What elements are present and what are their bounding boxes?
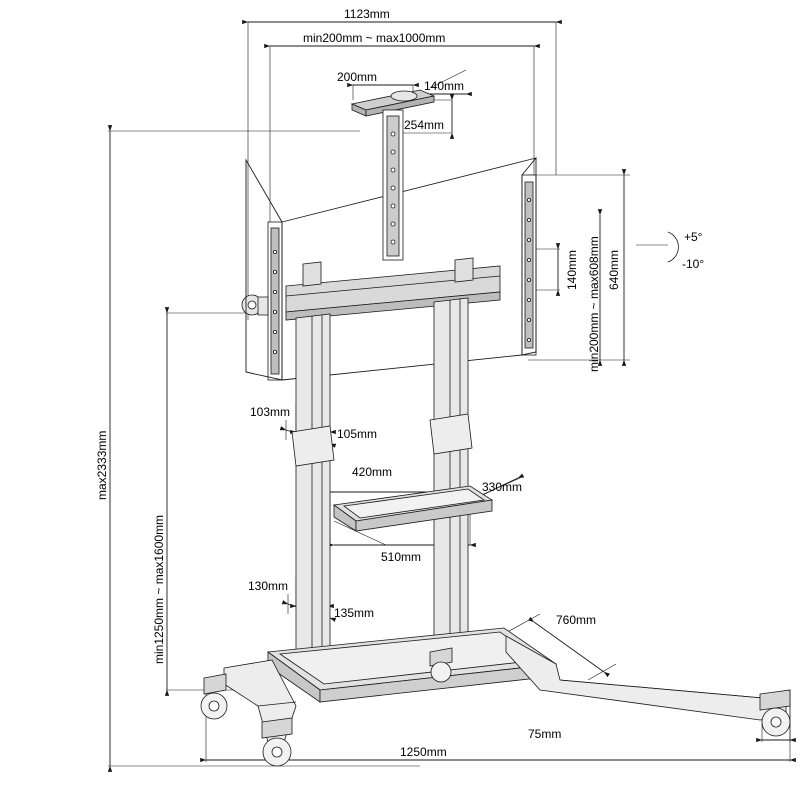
right-foot: [506, 636, 786, 720]
tilt-arc: [668, 232, 678, 262]
camera-post: [383, 110, 403, 260]
dim-column-depth-103: 103mm: [250, 405, 291, 419]
caster-front-left: [201, 674, 227, 719]
dim-base-width-1250: 1250mm: [400, 745, 447, 759]
dim-max-height-2333: max2333mm: [95, 430, 109, 500]
dim-base-depth-760: 760mm: [556, 613, 597, 627]
dim-tilt-down: -10°: [682, 257, 705, 271]
dim-tilt-up: +5°: [684, 230, 703, 244]
dim-plate-height-254: 254mm: [404, 118, 445, 132]
dim-column-width-105: 105mm: [337, 427, 378, 441]
dim-shelf-outer-510: 510mm: [381, 550, 422, 564]
dim-bracket-span-range: min200mm ~ max1000mm: [303, 31, 446, 45]
dim-plate-depth-140: 140mm: [424, 79, 465, 93]
dim-base-column-130: 130mm: [248, 579, 289, 593]
dim-vesa-vertical-140: 140mm: [565, 249, 579, 290]
dim-vesa-height-640: 640mm: [607, 249, 621, 290]
right-vesa-rail: [522, 175, 536, 355]
dim-caster-offset-75: 75mm: [528, 727, 562, 741]
dim-mount-height-range: min1250mm ~ max1600mm: [152, 514, 166, 664]
left-column: [296, 314, 330, 652]
dim-base-column-135: 135mm: [334, 606, 375, 620]
dim-shelf-depth-330: 330mm: [482, 480, 523, 494]
dim-vesa-height-range: min200mm ~ max608mm: [587, 236, 601, 372]
dim-overall-width-top: 1123mm: [344, 7, 390, 21]
dim-plate-width-200: 200mm: [337, 70, 378, 84]
dim-shelf-width-420: 420mm: [352, 465, 393, 479]
caster-front-right: [262, 718, 292, 766]
right-column: [434, 298, 468, 636]
